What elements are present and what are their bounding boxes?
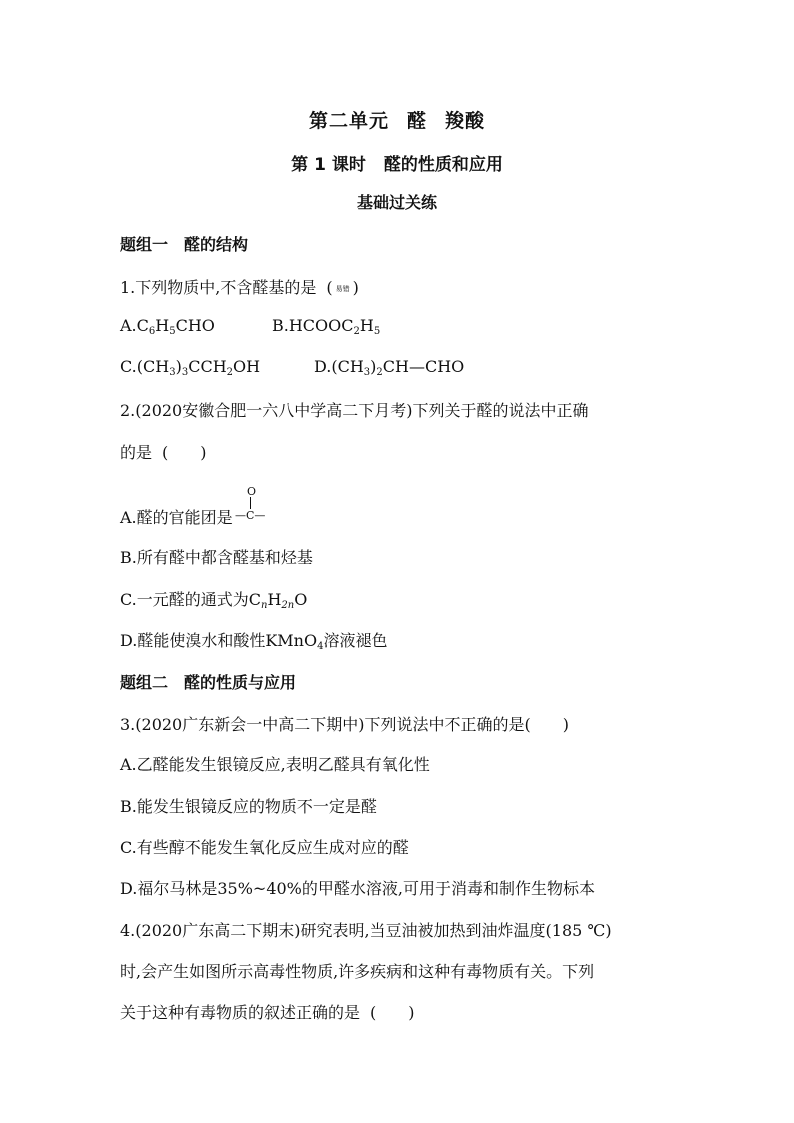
struct-carbon: —C—: [234, 508, 266, 522]
q1-option-b: $B.HCOOC_2H_5$: [272, 316, 381, 337]
q1-option-a: $A.C_6H_5CHO$: [120, 316, 215, 337]
q1-tag: 易错: [335, 284, 350, 293]
q1-stem: 1.下列物质中,不含醛基的是 ( 易错 ): [120, 278, 359, 297]
answer-blank: ( ): [370, 1003, 415, 1022]
answer-blank: ( ): [162, 443, 207, 462]
lesson-title: [0, 150, 794, 175]
q3-option-a: A.乙醛能发生银镜反应,表明乙醛具有氧化性: [120, 755, 430, 774]
sub-title: 基础过关练: [356, 193, 437, 212]
group1-title: 题组一 醛的结构: [120, 235, 249, 254]
struct-oxygen: O: [246, 484, 256, 498]
q3-option-b: B.能发生银镜反应的物质不一定是醛: [120, 797, 377, 816]
unit-title-part: 第二单元: [308, 110, 389, 132]
q2-option-b: B.所有醛中都含醛基和烃基: [120, 548, 313, 567]
unit-title-part: 羧酸: [445, 110, 486, 132]
q3-option-c: C.有些醇不能发生氧化反应生成对应的醛: [120, 838, 409, 857]
q2-option-a: A.醛的官能团是 O —C—: [120, 505, 273, 528]
q4-stem-line3: 关于这种有毒物质的叙述正确的是 ( ): [120, 1000, 415, 1023]
group2-title: 题组二 醛的性质与应用: [120, 673, 297, 692]
lesson-title-part: 醛的性质和应用: [383, 155, 503, 175]
unit-title-part: 醛: [406, 110, 427, 132]
q2-option-c: C.一元醛的通式为$C_nH_{2n}O$: [120, 590, 308, 611]
q2-stem-line1: 2.(2020安徽合肥一六八中学高二下月考)下列关于醛的说法中正确: [120, 401, 589, 420]
q4-stem-line1: 4.(2020广东高二下期末)研究表明,当豆油被加热到油炸温度(185 ℃): [120, 921, 612, 940]
q2-option-d: D.醛能使溴水和酸性KMnO$_4$溶液褪色: [120, 631, 388, 652]
answer-blank: ( ): [524, 715, 569, 734]
q2-stem-line2: 的是 ( ): [120, 440, 207, 463]
q1-stem-text: 1.下列物质中,不含醛基的是: [120, 278, 317, 297]
q4-stem-line2: 时,会产生如图所示高毒性物质,许多疾病和这种有毒物质有关。下列: [120, 962, 595, 981]
carbonyl-structure: [233, 484, 273, 527]
q1-option-d: $D.(CH_3)_2CH—CHO$: [314, 357, 465, 378]
lesson-title-part: 第 1 课时: [291, 155, 366, 175]
q1-option-c: $C.(CH_3)_3CCH_2OH$: [120, 357, 261, 378]
q3-option-d: D.福尔马林是35%~40%的甲醛水溶液,可用于消毒和制作生物标本: [120, 879, 595, 898]
unit-title: [0, 106, 794, 133]
q3-stem: 3.(2020广东新会一中高二下期中)下列说法中不正确的是( ): [120, 715, 569, 734]
